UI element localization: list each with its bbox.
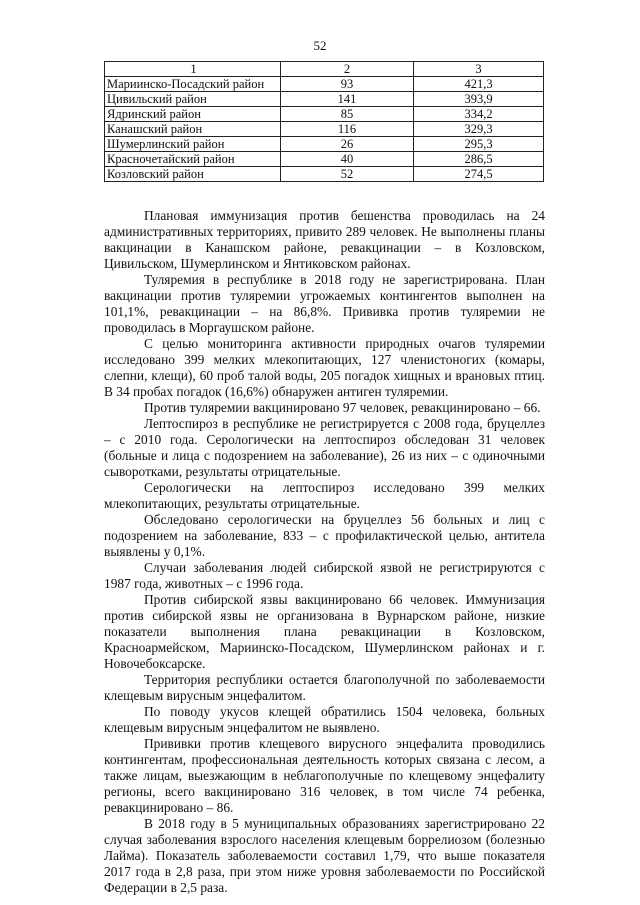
table-header-cell: 2 (281, 62, 414, 77)
table-row (105, 137, 544, 152)
paragraph-leptospirosis-rodents: Серологически на лептоспироз исследовано 399 мелких млекопитающих, результаты отрицательные. (104, 480, 545, 511)
paragraph-rabies-immunization: Плановая иммунизация против бешенства проводилась на 24 административных территориях, привито 289 человек. Не выполнены планы вакцинации в Канашском районе, ревакцинации – в Козловском, Цивильском, Шумерлинском и Янтиковском районах. (104, 208, 545, 271)
district-name: Шумерлинский район (105, 137, 281, 152)
paragraph-leptospirosis: Лептоспироз в республике не регистрируется с 2008 года, бруцеллез – с 2010 года. Серологически на лептоспироз обследован 31 человек (больные и лица с подозрением на заболевание), 26 из них – с одиночными сыворотками, результаты отрицательные. (104, 416, 545, 479)
paragraph-tularemia-vaccinated: Против туляремии вакцинировано 97 человек, ревакцинировано – 66. (144, 400, 541, 415)
district-name: Канашский район (105, 122, 281, 137)
paragraph-anthrax-vaccination: Против сибирской язвы вакцинировано 66 человек. Иммунизация против сибирской язвы не организована в Вурнарском районе, низкие показатели выполнения плана ревакцинации в Козловском, Красноармейском, Мариинско-Посадском, Шумерлинском районах и г. Новочебоксарске. (104, 592, 545, 671)
district-name: Красночетайский район (105, 152, 281, 167)
page-number: 52 (313, 38, 327, 53)
district-name: Ядринский район (105, 107, 281, 122)
district-count: 93 (281, 77, 414, 92)
paragraph-tularemia-monitoring: С целью мониторинга активности природных очагов туляремии исследовано 399 мелких млекопитающих, 127 членистоногих (комары, слепни, клещи), 60 проб талой воды, 205 погадок хищных и врановых птиц. В 34 пробах погадок (16,6%) обнаружен антиген туляремии. (104, 336, 545, 399)
table-row (105, 92, 544, 107)
paragraph-lyme-disease: В 2018 году в 5 муниципальных образованиях зарегистрировано 22 случая заболевания взрослого населения клещевым боррелиозом (болезнью Лайма). Показатель заболеваемости составил 1,79, что выше показателя 2017 года в 2,8 раза, при этом ниже уровня заболеваемости по Российской Федерации в 2,5 раза. (104, 816, 545, 895)
district-count: 52 (281, 167, 414, 182)
district-rate: 329,3 (414, 122, 544, 137)
district-table (104, 61, 544, 182)
district-rate: 393,9 (414, 92, 544, 107)
district-rate: 274,5 (414, 167, 544, 182)
district-rate: 334,2 (414, 107, 544, 122)
district-rate: 421,3 (414, 77, 544, 92)
table-row (105, 77, 544, 92)
district-rate: 286,5 (414, 152, 544, 167)
district-count: 26 (281, 137, 414, 152)
district-name: Мариинско-Посадский район (105, 77, 281, 92)
table-header-cell: 1 (105, 62, 281, 77)
district-name: Цивильский район (105, 92, 281, 107)
paragraph-tick-bites: По поводу укусов клещей обратились 1504 человека, больных клещевым вирусным энцефалитом не выявлено. (104, 704, 545, 735)
table-row (105, 122, 544, 137)
table-row (105, 107, 544, 122)
district-count: 85 (281, 107, 414, 122)
body-text (104, 208, 545, 896)
district-rate: 295,3 (414, 137, 544, 152)
table-row (105, 152, 544, 167)
district-count: 116 (281, 122, 414, 137)
paragraph-encephalitis-status: Территория республики остается благополучной по заболеваемости клещевым вирусным энцефалитом. (104, 672, 545, 703)
paragraph-tularemia-vaccination: Туляремия в республике в 2018 году не зарегистрирована. План вакцинации против туляремии угрожаемых контингентов выполнен на 101,1%, ревакцинации – на 86,8%. Прививка против туляремии не проводилась в Моргаушском районе. (104, 272, 545, 335)
table-header-row (105, 62, 544, 77)
paragraph-encephalitis-vaccination: Прививки против клещевого вирусного энцефалита проводились контингентам, профессиональная деятельность которых связана с лесом, а также лицам, выезжающим в неблагополучные по клещевому энцефалиту регионы, всего вакцинировано 316 человек, в том числе 74 ребенка, ревакцинировано – 86. (104, 736, 545, 815)
district-count: 141 (281, 92, 414, 107)
paragraph-brucellosis: Обследовано серологически на бруцеллез 56 больных и лиц с подозрением на заболевание, 833 – с профилактической целью, антитела выявлены у 0,1%. (104, 512, 545, 559)
table-header-cell: 3 (414, 62, 544, 77)
table-row (105, 167, 544, 182)
paragraph-anthrax-cases: Случаи заболевания людей сибирской язвой не регистрируются с 1987 года, животных – с 1996 года. (104, 560, 545, 591)
district-count: 40 (281, 152, 414, 167)
district-name: Козловский район (105, 167, 281, 182)
